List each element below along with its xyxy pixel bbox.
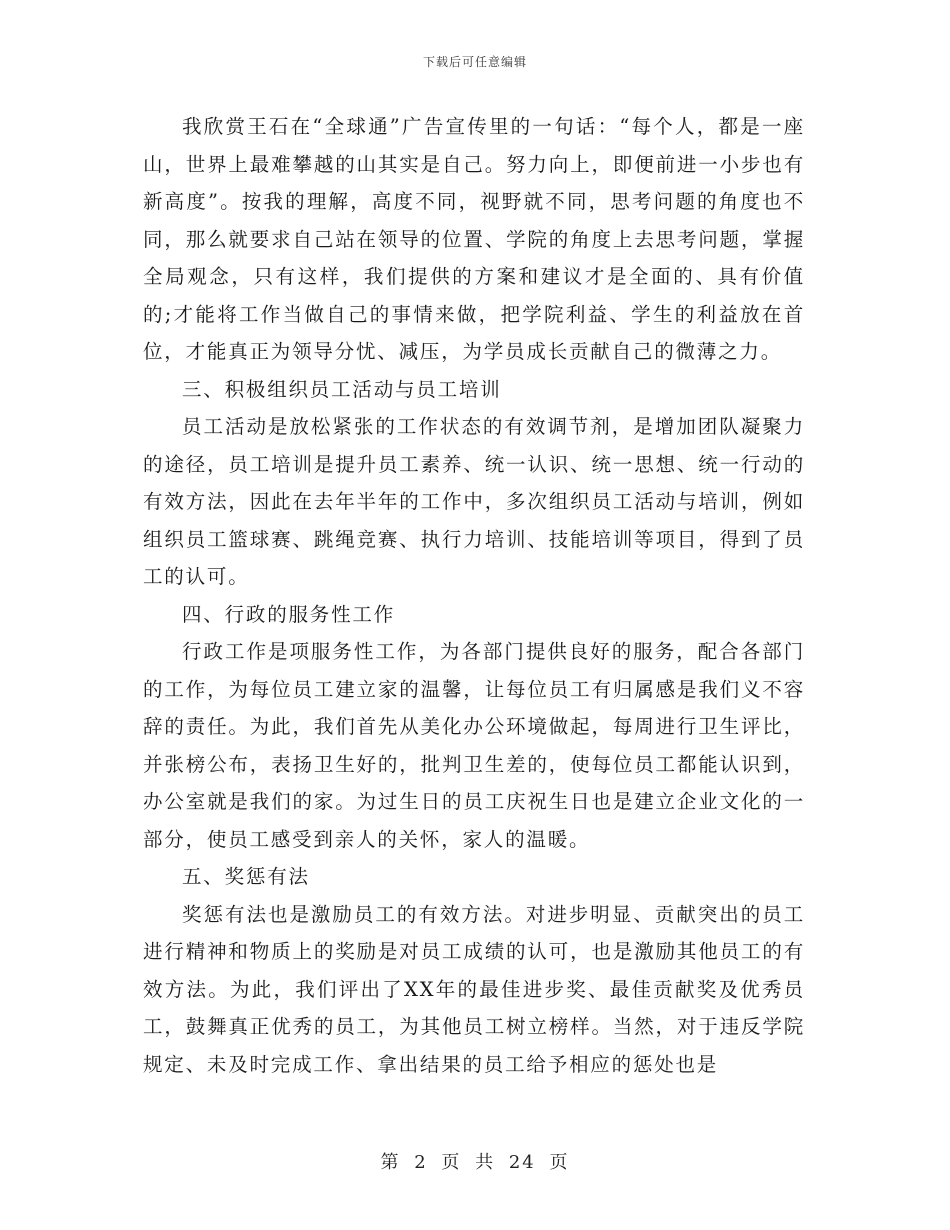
- section-heading-admin-service: 四、行政的服务性工作: [182, 602, 396, 626]
- paragraph-perspective: 我欣赏王石在“全球通”广告宣传里的一句话：“每个人，都是一座山，世界上最难攀越的山其实是自己。努力向上，即便前进一小步也有新高度”。按我的理解，高度不同，视野就不同，思考问题的角度也不同，那么就要求自己站在领导的位置、学院的角度上去思考问题，掌握全局观念，只有这样，我们提供的方案和建议才是全面的、具有价值的;才能将工作当做自己的事情来做，把学院利益、学生的利益放在首位，才能真正为领导分忧、减压，为学员成长贡献自己的微薄之力。: [143, 115, 805, 363]
- page-header: 下载后可任意编辑: [422, 55, 527, 69]
- paragraph-staff-activities: 员工活动是放松紧张的工作状态的有效调节剂，是增加团队凝聚力的途径，员工培训是提升员工素养、统一认识、统一思想、统一行动的有效方法，因此在去年半年的工作中，多次组织员工活动与培训，例如组织员工篮球赛、跳绳竞赛、执行力培训、技能培训等项目，得到了员工的认可。: [143, 415, 805, 588]
- section-heading-rewards: 五、奖惩有法: [182, 865, 310, 888]
- section-heading-staff-activities: 三、积极组织员工活动与员工培训: [182, 377, 502, 401]
- page-footer: 第 2 页 共 24 页: [380, 1152, 570, 1173]
- paragraph-rewards: 奖惩有法也是激励员工的有效方法。对进步明显、贡献突出的员工进行精神和物质上的奖励是对员工成绩的认可，也是激励其他员工的有效方法。为此，我们评出了XX年的最佳进步奖、最佳贡献奖及优秀员工，鼓舞真正优秀的员工，为其他员工树立榜样。当然，对于违反学院规定、未及时完成工作、拿出结果的员工给予相应的惩处也是: [143, 902, 805, 1076]
- document-body: [143, 108, 805, 1083]
- paragraph-admin-service: 行政工作是项服务性工作，为各部门提供良好的服务，配合各部门的工作，为每位员工建立家的温馨，让每位员工有归属感是我们义不容辞的责任。为此，我们首先从美化办公环境做起，每周进行卫生评比，并张榜公布，表扬卫生好的，批判卫生差的，使每位员工都能认识到，办公室就是我们的家。为过生日的员工庆祝生日也是建立企业文化的一部分，使员工感受到亲人的关怀，家人的温暖。: [143, 640, 805, 851]
